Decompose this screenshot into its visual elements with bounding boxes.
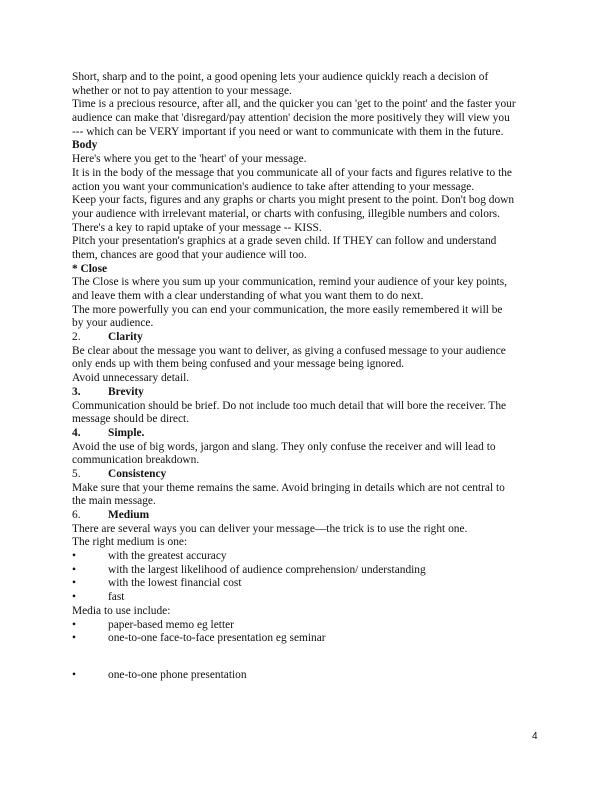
text-line: --- which can be VERY important if you need or want to communicate with them in the future.	[72, 125, 504, 138]
text-line: action you want your communication's audience to take after attending to your message.	[72, 180, 475, 193]
section-title: Clarity	[108, 331, 143, 344]
text-line: Avoid the use of big words, jargon and slang. They only confuse the receiver and will lead to	[72, 440, 496, 453]
text-line: The more powerfully you can end your communication, the more easily remembered it will be	[72, 303, 503, 316]
text-line: only ends up with them being confused and your message being ignored.	[72, 358, 405, 371]
text-line: the main message.	[72, 495, 156, 508]
text-line: Make sure that your theme remains the same. Avoid bringing in details which are not central to	[72, 481, 505, 494]
section-number: 4.	[72, 426, 81, 439]
bullet-icon: •	[72, 577, 76, 590]
bullet-text: one-to-one phone presentation	[108, 668, 247, 681]
bullet-icon: •	[72, 632, 76, 645]
bullet-icon: •	[72, 550, 76, 563]
text-line: Be clear about the message you want to deliver, as giving a confused message to your audience	[72, 344, 506, 357]
text-line: The Close is where you sum up your communication, remind your audience of your key points,	[72, 276, 507, 289]
bullet-item	[72, 619, 552, 633]
text-line: your audience with irrelevant material, or charts with confusing, illegible numbers and colors.	[72, 207, 500, 220]
text-line: The right medium is one:	[72, 536, 188, 549]
text-line: Media to use include:	[72, 604, 171, 617]
bullet-item	[72, 669, 552, 683]
bullet-text: with the greatest accuracy	[108, 550, 227, 563]
bullet-item	[72, 577, 552, 591]
text-line: whether or not to pay attention to your message.	[72, 84, 292, 97]
section-heading-clarity	[72, 331, 552, 345]
text-line: Avoid unnecessary detail.	[72, 372, 190, 385]
document-page	[72, 71, 552, 683]
spacer	[72, 646, 552, 669]
section-number: 6.	[72, 509, 81, 521]
bullet-item	[72, 591, 552, 605]
text-line: Communication should be brief. Do not include too much detail that will bore the receiver. The	[72, 399, 507, 412]
bullet-text: one-to-one face-to-face presentation eg seminar	[108, 632, 326, 645]
text-line: Short, sharp and to the point, a good opening lets your audience quickly reach a decision of	[72, 71, 489, 83]
section-title: Consistency	[108, 467, 167, 480]
bullet-icon: •	[72, 563, 76, 576]
text-line: communication breakdown.	[72, 454, 200, 467]
bullet-icon: •	[72, 618, 76, 631]
text-line: message should be direct.	[72, 413, 190, 426]
section-number: 2.	[72, 331, 81, 344]
section-heading-brevity	[72, 386, 552, 400]
section-heading-close: * Close	[72, 262, 108, 275]
text-line: It is in the body of the message that you communicate all of your facts and figures relative to the	[72, 166, 512, 179]
section-heading-simple	[72, 427, 552, 441]
section-number: 5.	[72, 467, 81, 480]
text-line: Here's where you get to the 'heart' of your message.	[72, 153, 307, 166]
text-line: There's a key to rapid uptake of your message -- KISS.	[72, 221, 322, 234]
bullet-item	[72, 550, 552, 564]
page-number: 4	[532, 731, 538, 742]
section-title: Brevity	[108, 385, 144, 398]
bullet-text: fast	[108, 591, 125, 604]
text-line: them, chances are good that your audience will too.	[72, 248, 307, 261]
bullet-item	[72, 564, 552, 578]
text-line: audience can make that 'disregard/pay attention' decision the more positively they will view you	[72, 112, 510, 125]
section-heading-consistency	[72, 468, 552, 482]
section-heading-medium	[72, 509, 552, 523]
text-line: Keep your facts, figures and any graphs or charts you might present to the point. Don't bog down	[72, 194, 515, 207]
text-line: by your audience.	[72, 317, 154, 330]
text-line: Time is a precious resource, after all, and the quicker you can 'get to the point' and the faster your	[72, 98, 516, 111]
section-title: Simple.	[108, 426, 145, 439]
bullet-text: with the lowest financial cost	[108, 577, 242, 590]
section-title: Medium	[108, 509, 150, 521]
bullet-text: with the largest likelihood of audience comprehension/ understanding	[108, 563, 426, 576]
text-line: and leave them with a clear understanding of what you want them to do next.	[72, 290, 424, 302]
text-line: There are several ways you can deliver your message—the trick is to use the right one.	[72, 522, 468, 535]
section-heading-body: Body	[72, 139, 98, 152]
bullet-icon: •	[72, 668, 76, 681]
bullet-item	[72, 632, 552, 646]
section-number: 3.	[72, 385, 81, 398]
text-line: Pitch your presentation's graphics at a grade seven child. If THEY can follow and understand	[72, 235, 497, 248]
bullet-text: paper-based memo eg letter	[108, 618, 234, 631]
bullet-icon: •	[72, 591, 76, 604]
